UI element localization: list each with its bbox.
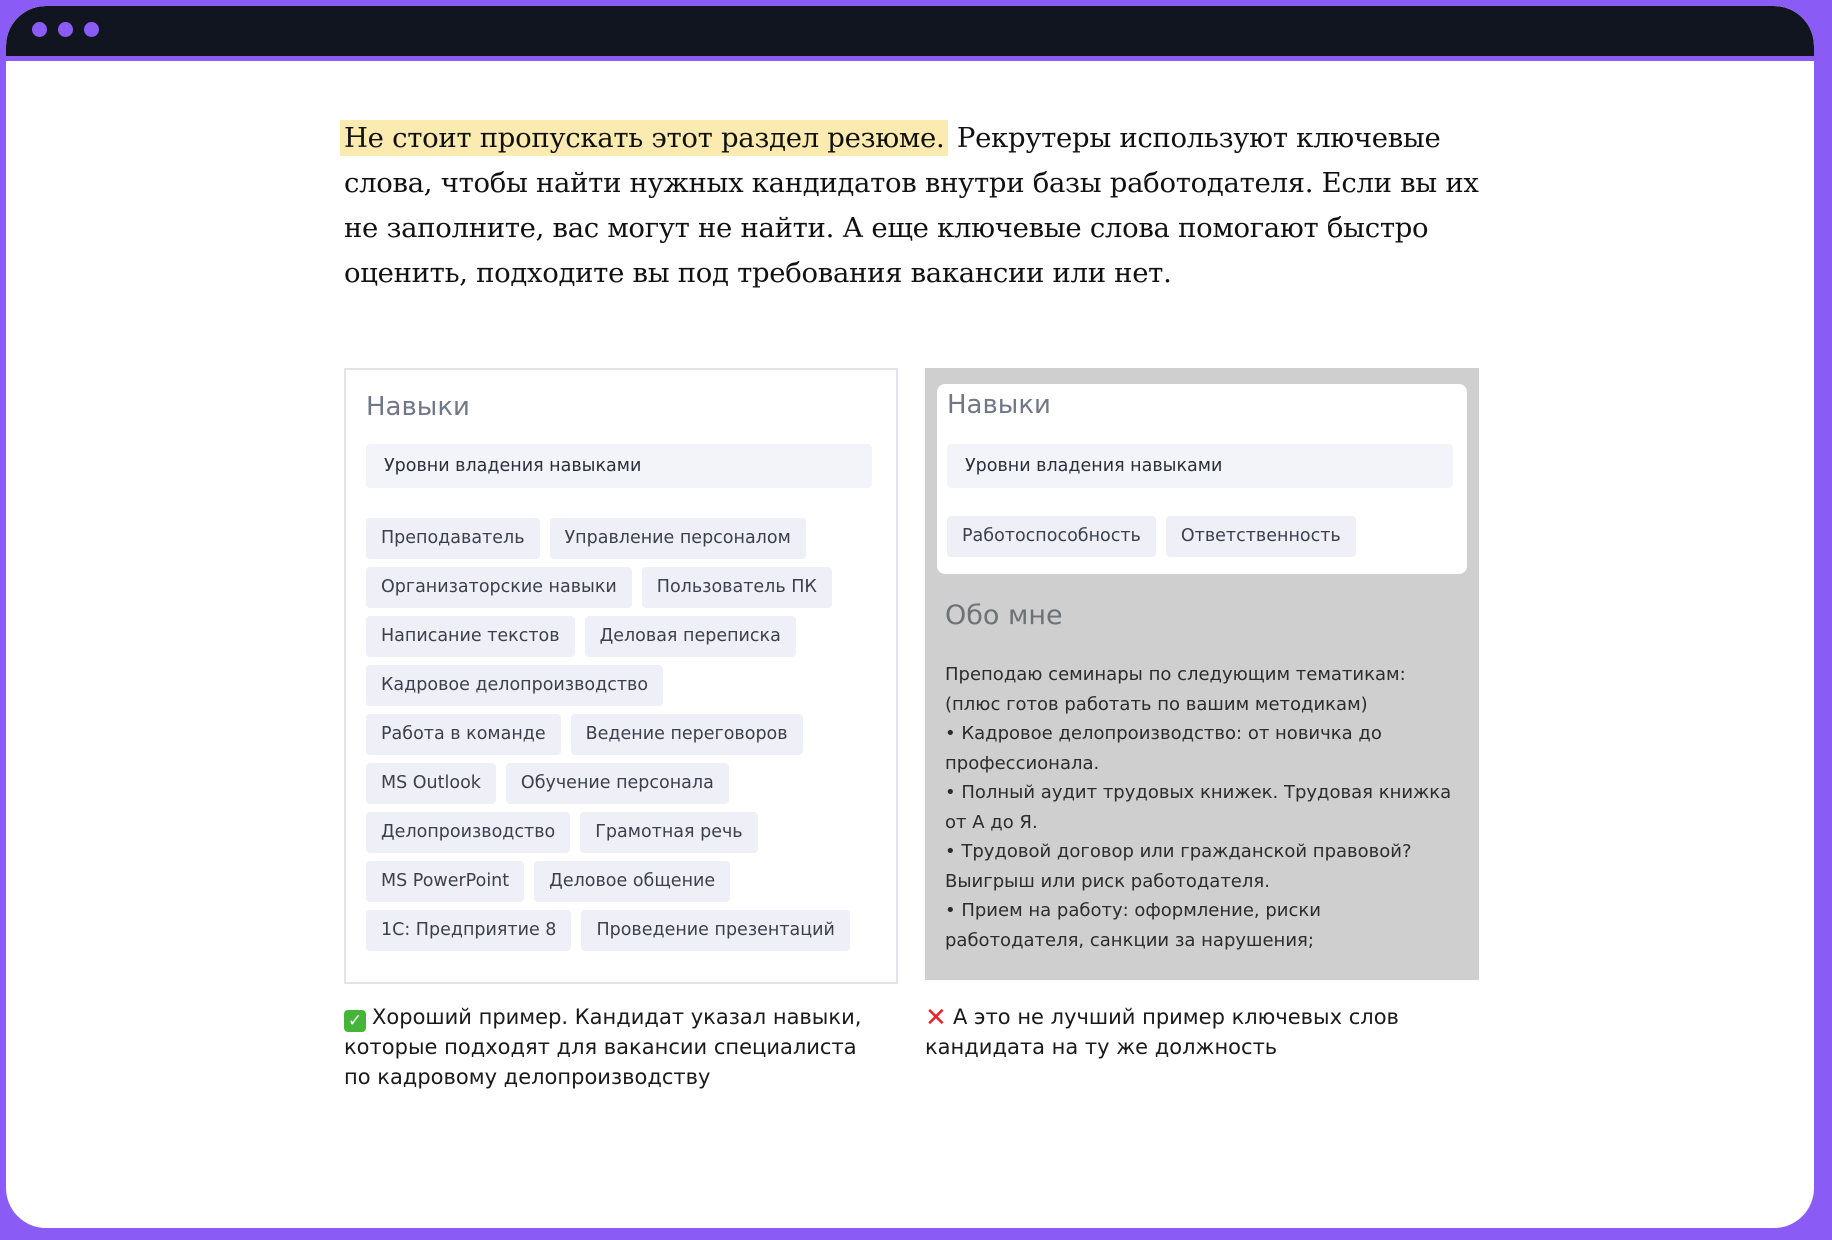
skill-levels-bar[interactable]: Уровни владения навыками: [366, 444, 872, 488]
bad-example-card: [925, 368, 1479, 980]
intro-text: Рекрутеры используют ключевые слова, чтобы найти нужных кандидатов внутри базы работодателя. Если вы их не заполните, вас могут не найти. А еще ключевые слова помогают быстро оценить, подходите вы под требования вакансии или нет.: [344, 122, 1479, 289]
skill-chip[interactable]: Ответственность: [1166, 516, 1356, 557]
about-line: • Полный аудит трудовых книжек. Трудовая книжка от А до Я.: [945, 782, 1452, 833]
bad-caption-text: А это не лучший пример ключевых слов кандидата на ту же должность: [925, 1005, 1399, 1059]
skill-chip[interactable]: MS Outlook: [366, 763, 496, 804]
window-dot-icon[interactable]: [84, 22, 99, 37]
skill-chip[interactable]: Ведение переговоров: [571, 714, 803, 755]
skill-chip[interactable]: Организаторские навыки: [366, 567, 632, 608]
skills-title: Навыки: [947, 390, 1051, 420]
about-line: (плюс готов работать по вашим методикам): [945, 693, 1368, 715]
about-text: [945, 660, 1465, 955]
bad-example-caption: [925, 1002, 1465, 1062]
skills-panel: [937, 384, 1467, 574]
check-mark-icon: ✓: [344, 1010, 366, 1032]
intro-paragraph: [344, 116, 1484, 296]
skill-chip[interactable]: 1С: Предприятие 8: [366, 910, 571, 951]
skill-chip[interactable]: Написание текстов: [366, 616, 575, 657]
window-dot-icon[interactable]: [58, 22, 73, 37]
skill-chip[interactable]: Преподаватель: [366, 518, 540, 559]
skill-chip[interactable]: Работоспособность: [947, 516, 1156, 557]
good-caption-text: Хороший пример. Кандидат указал навыки, которые подходят для вакансии специалиста по кадровому делопроизводству: [344, 1005, 862, 1089]
browser-window: [6, 6, 1814, 1228]
cross-mark-icon: ✕: [925, 1003, 947, 1033]
skill-chip[interactable]: Кадровое делопроизводство: [366, 665, 663, 706]
skill-chip[interactable]: Грамотная речь: [580, 812, 757, 853]
skill-chip[interactable]: Делопроизводство: [366, 812, 570, 853]
skills-title: Навыки: [366, 392, 470, 422]
about-line: • Прием на работу: оформление, риски работодателя, санкции за нарушения;: [945, 900, 1321, 951]
skill-chip[interactable]: Проведение презентаций: [581, 910, 849, 951]
about-line: Преподаю семинары по следующим тематикам:: [945, 664, 1406, 685]
about-line: • Кадровое делопроизводство: от новичка до профессионала.: [945, 723, 1382, 774]
window-titlebar: [6, 6, 1814, 61]
intro-highlight: Не стоит пропускать этот раздел резюме.: [340, 120, 948, 156]
good-example-card: [344, 368, 898, 984]
skill-levels-bar[interactable]: Уровни владения навыками: [947, 444, 1453, 488]
skill-chip[interactable]: Деловое общение: [534, 861, 730, 902]
about-line: • Трудовой договор или гражданской правовой? Выигрыш или риск работодателя.: [945, 841, 1412, 892]
skills-list: [366, 518, 866, 951]
skills-list: [947, 516, 1453, 557]
skill-chip[interactable]: Управление персоналом: [550, 518, 806, 559]
skill-chip[interactable]: Работа в команде: [366, 714, 561, 755]
about-title: Обо мне: [945, 600, 1063, 631]
window-dot-icon[interactable]: [32, 22, 47, 37]
skill-chip[interactable]: Пользователь ПК: [642, 567, 832, 608]
skill-chip[interactable]: Деловая переписка: [585, 616, 796, 657]
skill-chip[interactable]: Обучение персонала: [506, 763, 729, 804]
skill-chip[interactable]: MS PowerPoint: [366, 861, 524, 902]
good-example-caption: [344, 1002, 884, 1092]
